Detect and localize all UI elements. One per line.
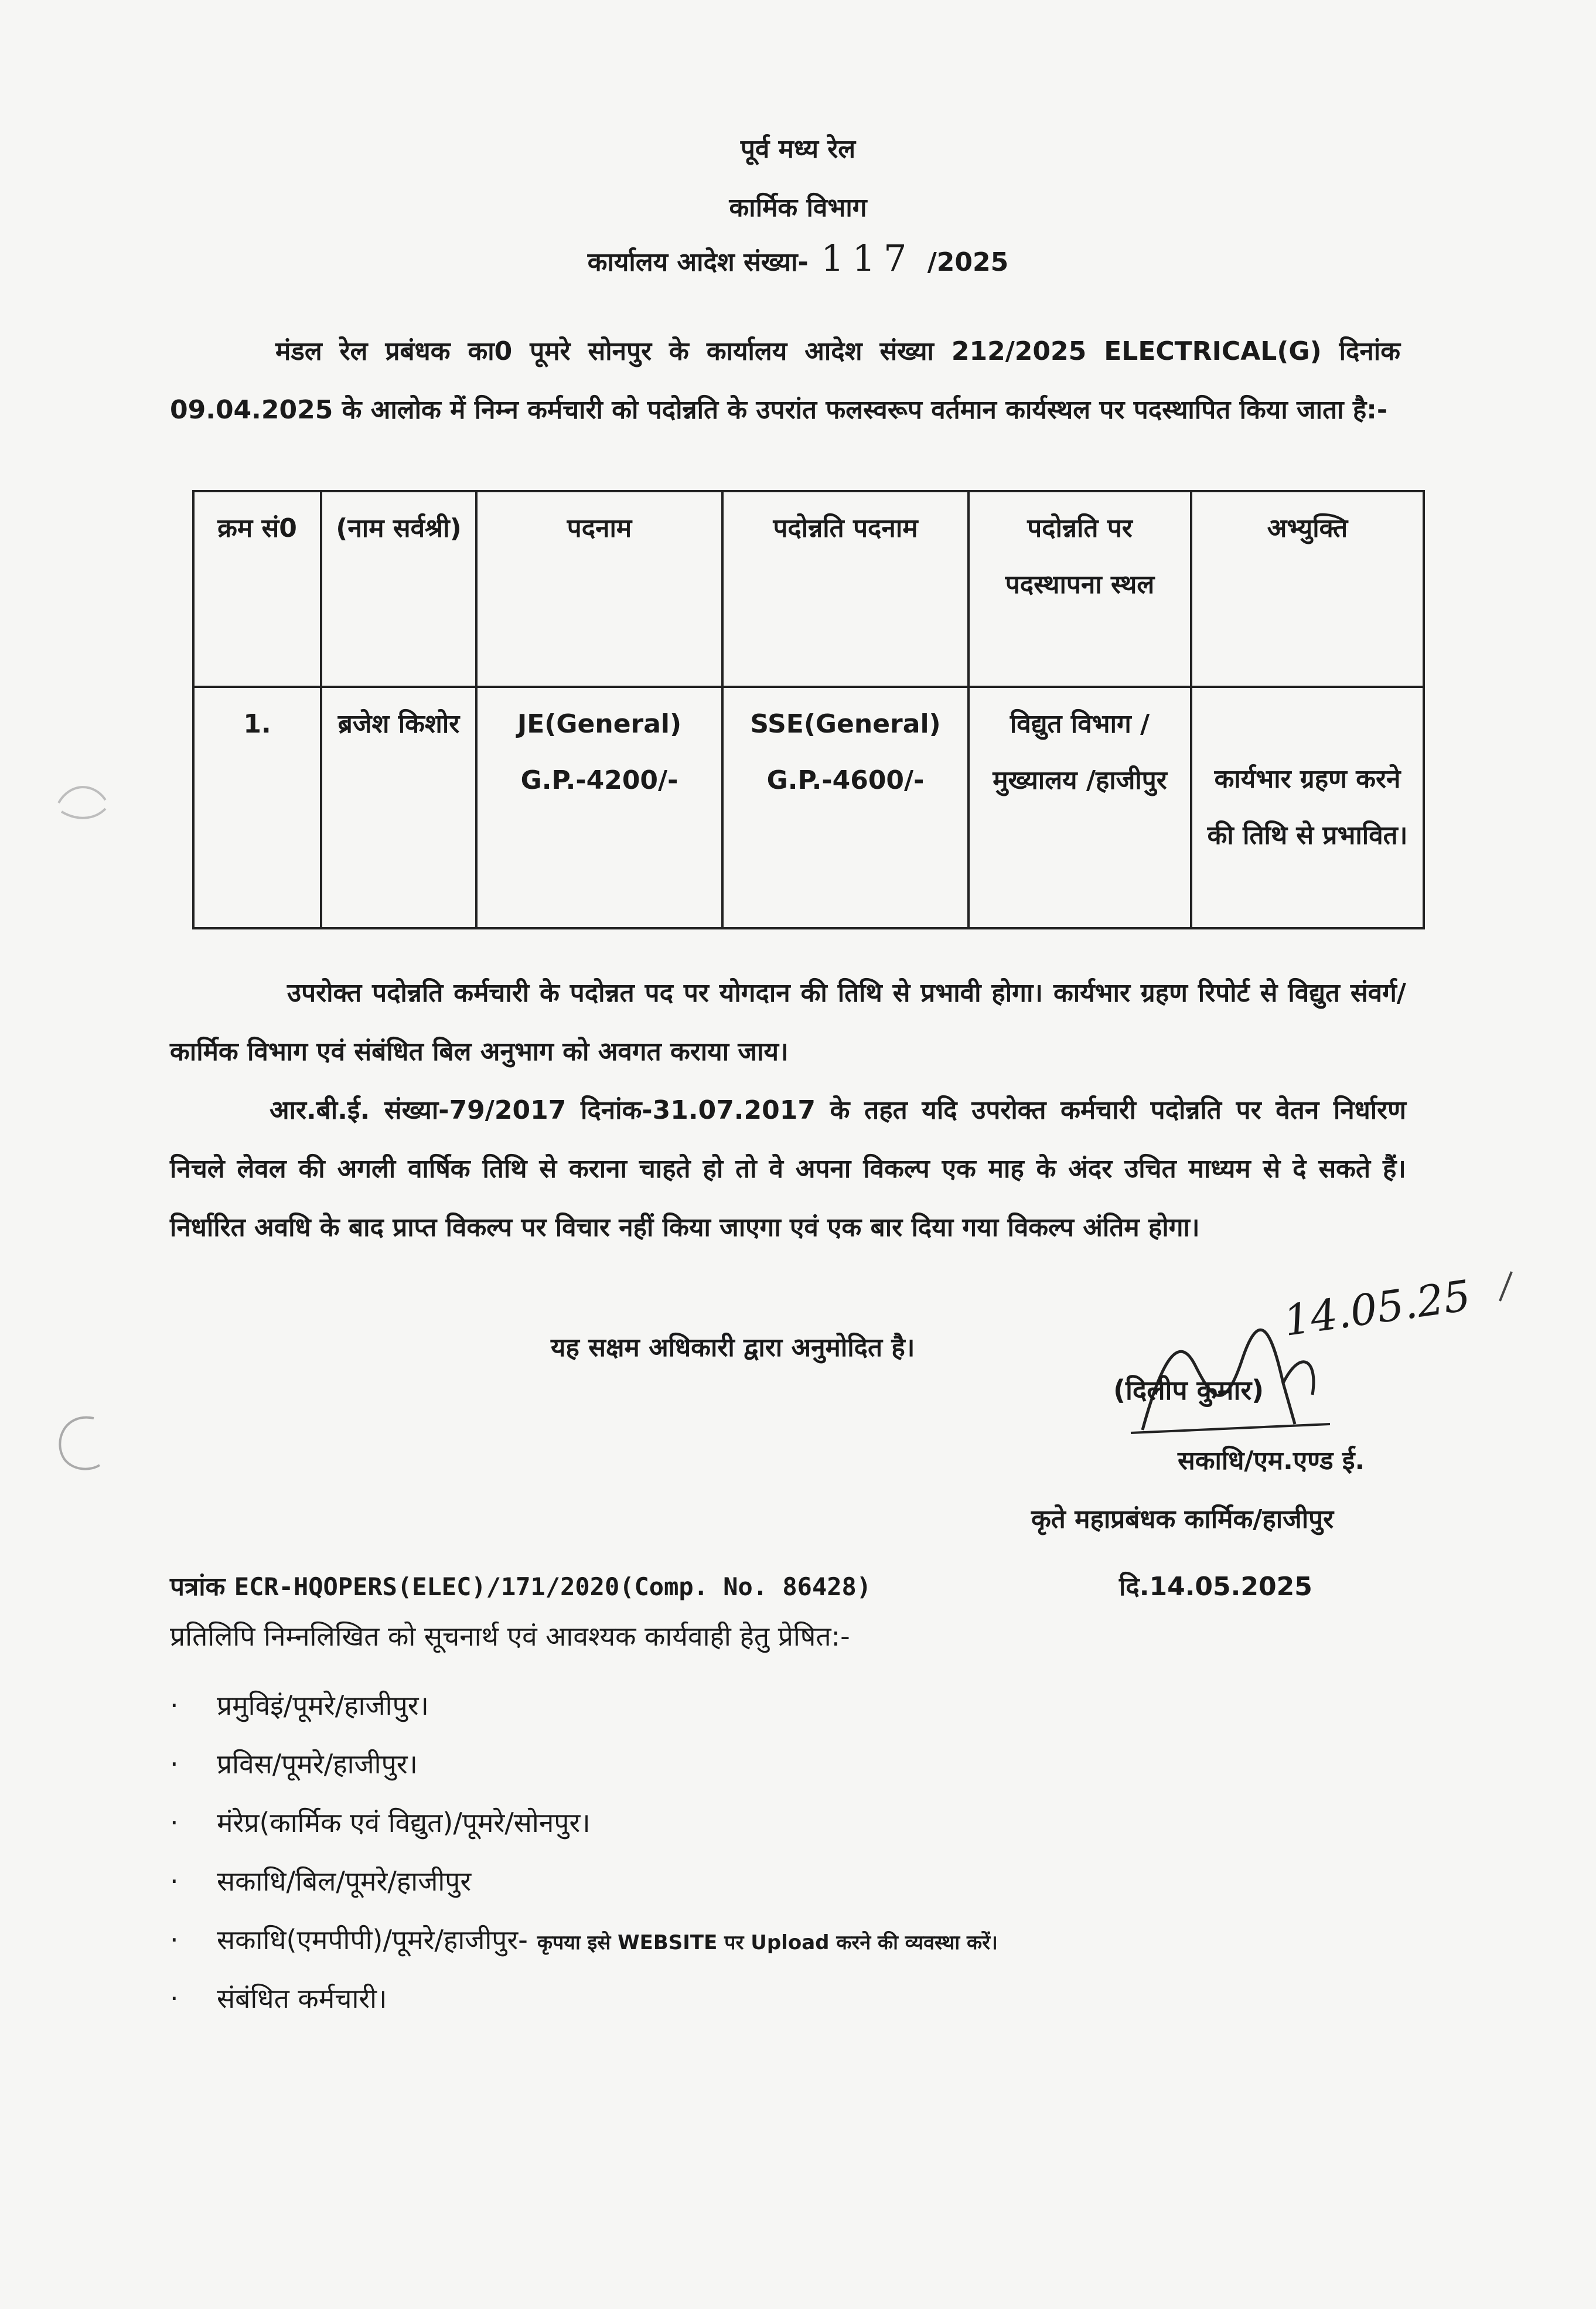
order-number-handwritten: 117: [821, 237, 915, 280]
copy-to-intro: प्रतिलिपि निम्नलिखित को सूचनार्थ एवं आवश्यक कार्यवाही हेतु प्रेषित:-: [170, 1620, 850, 1652]
list-item: · मंरेप्र(कार्मिक एवं विद्युत)/पूमरे/सोनपुर।: [170, 1807, 591, 1838]
table-header-row: [193, 491, 1424, 687]
effect-paragraph: उपरोक्त पदोन्नति कर्मचारी के पदोन्नत पद पर योगदान की तिथि से प्रभावी होगा। कार्यभार ग्रहण रिपोर्ट से विद्युत संवर्ग/कार्मिक विभाग एवं संबंधित बिल अनुभाग को अवगत कराया जाय।: [170, 978, 1406, 1067]
header-railway-name: पूर्व मध्य रेल: [740, 134, 856, 164]
signatory-name: (दिलीप कुमार): [1113, 1374, 1264, 1406]
order-year: /2025: [927, 247, 1009, 277]
header-order-line: [0, 237, 1596, 280]
list-item: · संबंधित कर्मचारी।: [170, 1983, 387, 2014]
cell-posting-place: विद्युत विभाग / मुख्यालय /हाजीपुर: [968, 687, 1191, 928]
stray-pen-mark: [1488, 1266, 1523, 1313]
cell-remarks: कार्यभार ग्रहण करने की तिथि से प्रभावित।: [1191, 687, 1424, 928]
order-label: कार्यालय आदेश संख्या-: [587, 247, 809, 277]
pay-fixation-paragraph: आर.बी.ई. संख्या-79/2017 दिनांक-31.07.2017 के तहत यदि उपरोक्त कर्मचारी पदोन्नति पर वेतन निर्धारण निचले लेवल की अगली वार्षिक तिथि से कराना चाहते हो तो वे अपना विकल्प एक माह के अंदर उचित माध्यम से दे सकते हैं। निर्धारित अवधि के बाद प्राप्त विकल्प पर विचार नहीं किया जाएगा एवं एक बार दिया गया विकल्प अंतिम होगा।: [170, 1095, 1406, 1242]
intro-paragraph: मंडल रेल प्रबंधक का0 पूमरे सोनपुर के कार्यालय आदेश संख्या 212/2025 ELECTRICAL(G) दिनांक 09.04.2025 के आलोक में निम्न कर्मचारी को पदोन्नति के उपरांत फलस्वरूप वर्तमान कार्यस्थल पर पदस्थापित किया जाता है:-: [170, 336, 1400, 425]
cell-promoted-designation: SSE(General) G.P.-4600/-: [722, 687, 968, 928]
list-item: · सकाधि(एमपीपी)/पूमरे/हाजीपुर- कृपया इसे WEBSITE पर Upload करने की व्यवस्था करें।: [170, 1924, 998, 1956]
list-item: · सकाधि/बिल/पूमरे/हाजीपुर: [170, 1865, 472, 1897]
header-name: (नाम सर्वश्री): [321, 491, 476, 687]
header-posting-place: पदोन्नति पर पदस्थापना स्थल: [968, 491, 1191, 687]
header-promoted-designation: पदोन्नति पदनाम: [722, 491, 968, 687]
letter-reference: [170, 1568, 871, 1603]
cell-designation: JE(General) G.P.-4200/-: [476, 687, 722, 928]
header-department: कार्मिक विभाग: [729, 193, 867, 223]
approval-line: यह सक्षम अधिकारी द्वारा अनुमोदित है।: [551, 1333, 915, 1363]
cell-name: ब्रजेश किशोर: [321, 687, 476, 928]
list-item: · प्रविस/पूमरे/हाजीपुर।: [170, 1748, 418, 1780]
signatory-on-behalf: कृते महाप्रबंधक कार्मिक/हाजीपुर: [1031, 1504, 1334, 1534]
promotion-table: [192, 490, 1425, 929]
punch-hole-mark: [47, 1406, 117, 1477]
signatory-designation: सकाधि/एम.एण्ड ई.: [1178, 1446, 1365, 1476]
copy-to-list: [170, 1676, 998, 2028]
cell-serial: 1.: [193, 687, 321, 928]
header-remarks: अभ्युक्ति: [1191, 491, 1424, 687]
table-row: [193, 687, 1424, 928]
header-serial: क्रम सं0: [193, 491, 321, 687]
header-designation: पदनाम: [476, 491, 722, 687]
letter-date: दि.14.05.2025: [1119, 1572, 1312, 1602]
signature-date-handwritten: 14.05.25: [1280, 1271, 1474, 1346]
ref-label: पत्रांक: [170, 1572, 226, 1602]
margin-mark: [47, 779, 117, 826]
list-item: · प्रमुविइं/पूमरे/हाजीपुर।: [170, 1690, 429, 1721]
upload-note: कृपया इसे WEBSITE पर Upload करने की व्यवस्था करें।: [537, 1931, 998, 1954]
ref-number: ECR-HQOPERS(ELEC)/171/2020(Comp. No. 86428): [234, 1572, 872, 1601]
